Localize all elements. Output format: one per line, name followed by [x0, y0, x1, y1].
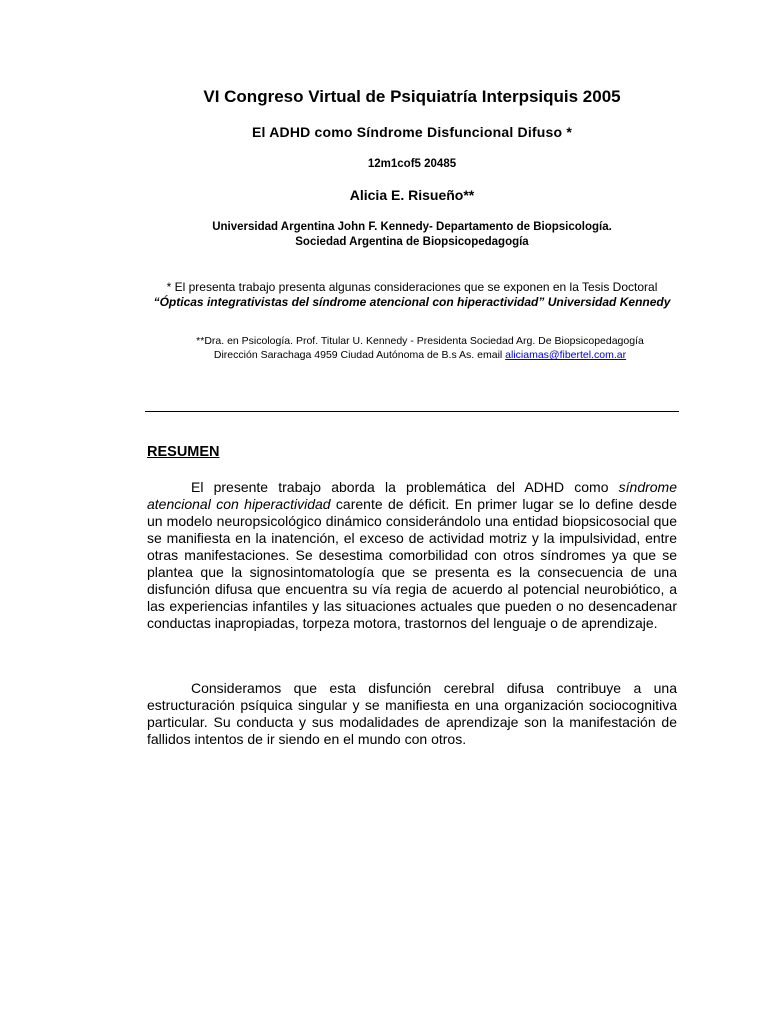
author-name: Alicia E. Risueño**	[349, 187, 475, 203]
affiliation	[145, 220, 679, 250]
section-divider	[145, 411, 679, 412]
author-address-text: Dirección Sarachaga 4959 Ciudad Autónoma de B.s As. email	[213, 349, 506, 361]
abstract-p1-italic: síndrome atencional con hiperactividad	[147, 479, 677, 512]
affiliation-society: Sociedad Argentina de Biopsicopedagogía	[295, 236, 529, 248]
author-footnote	[150, 334, 690, 362]
affiliation-university: Universidad Argentina John F. Kennedy- Departamento de Biopsicología.	[212, 221, 612, 233]
abstract-heading: RESUMEN	[147, 444, 220, 460]
thesis-footnote-text: * El presenta trabajo presenta algunas consideraciones que se exponen en la Tesis Doctoral	[166, 280, 658, 294]
author-credentials: **Dra. en Psicología. Prof. Titular U. Kennedy - Presidenta Sociedad Arg. De Biopsicopedagogía	[196, 335, 644, 347]
abstract-p1-rest: carente de déficit. En primer lugar se lo define desde un modelo neuropsicológico dinámico considerándolo una entidad biopsicosocial que se manifiesta en la inatención, el exceso de actividad motriz y la impulsividad, entre otras manifestaciones. Se desestima comorbilidad con otros síndromes ya que se plantea que la signosintomatología que se presenta es la consecuencia de una disfunción difusa que encuentra su vía regia de acuerdo al potencial neurobiótico, a las experiencias infantiles y las situaciones actuales que pueden o no desencadenar conductas inapropiadas, torpeza motora, trastornos del lenguaje o de aprendizaje.	[147, 496, 677, 631]
thesis-title: “Ópticas integrativistas del síndrome atencional con hiperactividad” Universidad Kennedy	[153, 295, 671, 309]
abstract-paragraph-1	[147, 479, 677, 632]
paper-code: 12m1cof5 20485	[367, 158, 457, 170]
paper-title: El ADHD como Síndrome Disfuncional Difuso *	[252, 124, 572, 140]
congress-title: VI Congreso Virtual de Psiquiatría Interpsiquis 2005	[203, 87, 621, 106]
abstract-p1-start: El presente trabajo aborda la problemática del ADHD como	[191, 479, 619, 495]
author-address	[150, 348, 690, 362]
email-link[interactable]: aliciamas@fibertel.com.ar	[505, 349, 627, 361]
thesis-footnote	[145, 280, 679, 310]
abstract-paragraph-2: Consideramos que esta disfunción cerebral difusa contribuye a una estructuración psíquica singular y se manifiesta en una organización sociocognitiva particular. Su conducta y sus modalidades de aprendizaje son la manifestación de fallidos intentos de ir siendo en el mundo con otros.	[147, 680, 677, 747]
